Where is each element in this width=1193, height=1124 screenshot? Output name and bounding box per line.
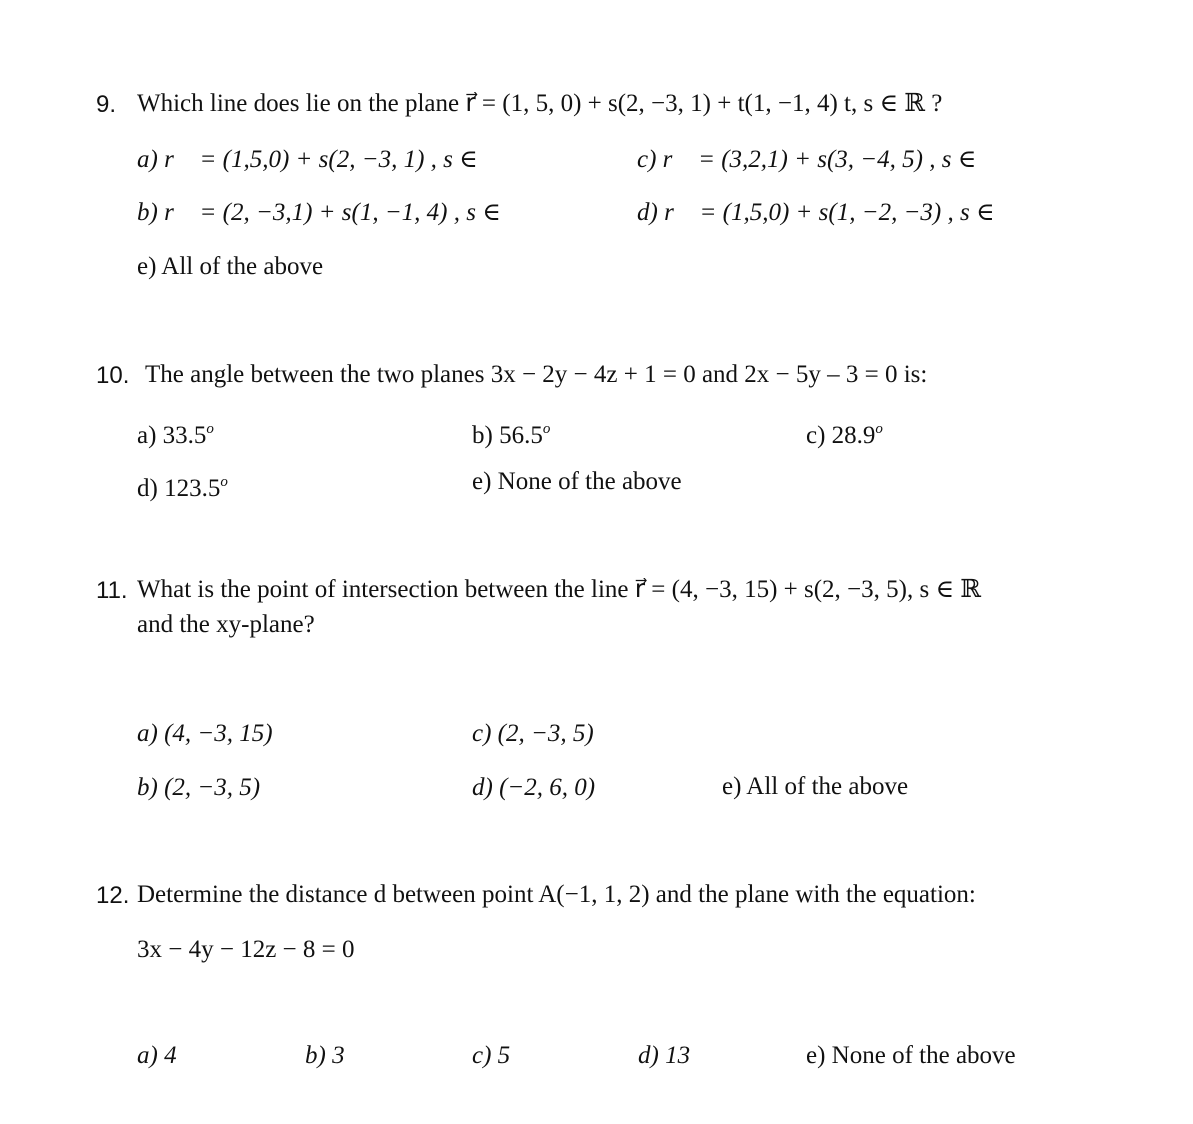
question-9-option-a: a) r⃗ = (1,5,0) + s(2, −3, 1) , s ∈ ℝ — [137, 146, 504, 173]
question-12-option-e: e) None of the above — [806, 1042, 1016, 1069]
degree-mark: o — [875, 421, 883, 437]
question-9-number: 9. — [96, 91, 117, 118]
question-10-option-d — [137, 467, 228, 504]
question-9-option-d: d) r⃗ = (1,5,0) + s(1, −2, −3) , s ∈ ℝ — [637, 199, 1021, 226]
option-d-value: d) 123.5 — [137, 475, 221, 502]
degree-mark: o — [542, 421, 551, 437]
question-12-option-a: a) 4 — [137, 1042, 177, 1069]
degree-mark: o — [220, 474, 228, 490]
question-12-option-b: b) 3 — [305, 1042, 345, 1069]
question-10-option-c — [806, 414, 883, 451]
degree-mark: o — [206, 421, 214, 437]
option-a-value: a) 33.5 — [137, 422, 207, 449]
option-c-value: c) 28.9 — [806, 422, 876, 449]
question-10-option-e: e) None of the above — [472, 468, 682, 495]
question-12-option-d: d) 13 — [638, 1042, 691, 1069]
question-9-option-e: e) All of the above — [137, 253, 324, 280]
question-10-option-a — [137, 414, 214, 451]
question-11-option-a: a) (4, −3, 15) — [137, 720, 273, 747]
question-11-option-d: d) (−2, 6, 0) — [472, 774, 596, 801]
question-12-stem: Determine the distance d between point A(−1, 1, 2) and the plane with the equation: — [137, 881, 976, 908]
question-10-number: 10. — [96, 362, 130, 389]
question-10-stem: The angle between the two planes 3x − 2y − 4z + 1 = 0 and 2x − 5y – 3 = 0 is: — [145, 361, 928, 388]
question-11-number: 11. — [96, 577, 128, 604]
question-11-stem-line-2: and the xy-plane? — [137, 611, 315, 638]
question-11-stem-line-1: What is the point of intersection between the line r⃗ = (4, −3, 15) + s(2, −3, 5), s ∈ ℝ — [137, 576, 981, 603]
question-9-stem: Which line does lie on the plane r⃗ = (1, 5, 0) + s(2, −3, 1) + t(1, −1, 4) t, s ∈ ℝ ? — [137, 90, 943, 117]
question-9-option-b: b) r⃗ = (2, −3,1) + s(1, −1, 4) , s ∈ ℝ — [137, 199, 527, 226]
question-12-option-c: c) 5 — [472, 1042, 511, 1069]
question-12-number: 12. — [96, 882, 130, 909]
question-11-option-b: b) (2, −3, 5) — [137, 774, 261, 801]
question-9-option-c: c) r⃗ = (3,2,1) + s(3, −4, 5) , s ∈ ℝ — [637, 146, 1002, 173]
question-10-option-b — [472, 414, 550, 451]
question-11-option-e: e) All of the above — [722, 773, 909, 800]
question-11-option-c: c) (2, −3, 5) — [472, 720, 594, 747]
option-b-value: b) 56.5 — [472, 422, 543, 449]
question-12-equation: 3x − 4y − 12z − 8 = 0 — [137, 936, 355, 963]
